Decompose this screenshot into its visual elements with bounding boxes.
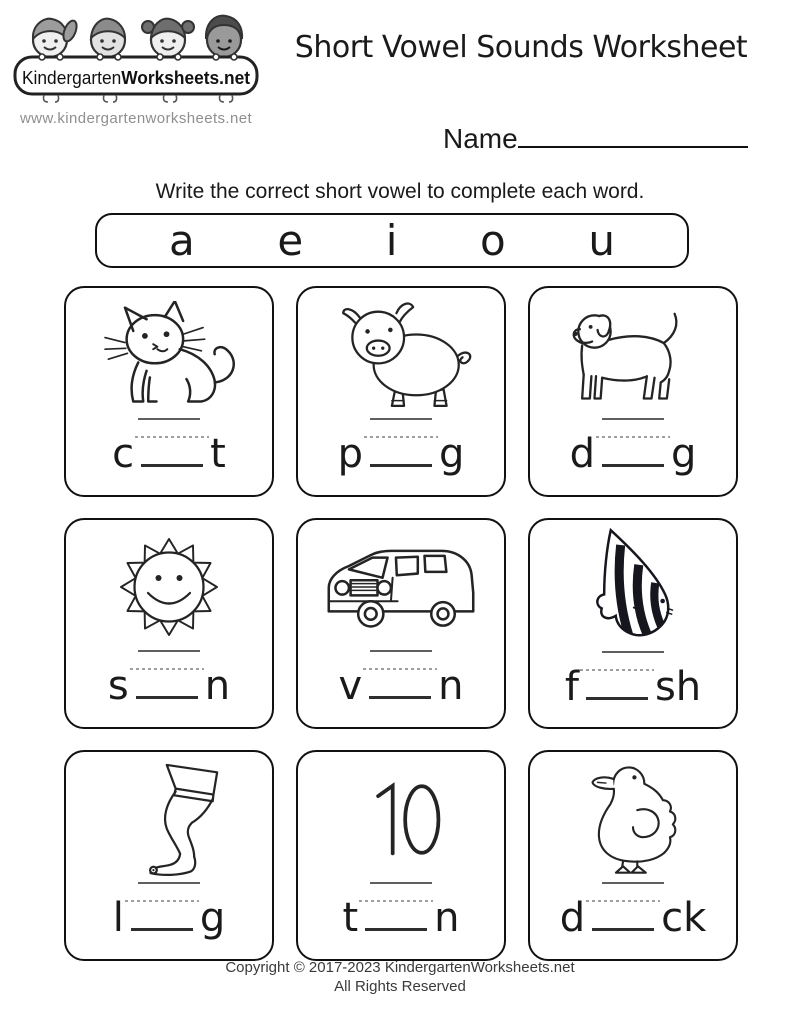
word-prefix: v [338, 663, 363, 709]
vowel-blank[interactable] [136, 669, 198, 699]
writing-guide-top-line [370, 418, 432, 420]
word-prefix: l [112, 895, 124, 941]
word-suffix: n [204, 663, 231, 709]
leg-image [106, 759, 232, 879]
name-label: Name [443, 123, 518, 154]
word-suffix: sh [654, 664, 702, 710]
pig-image [325, 301, 477, 409]
name-fill-in-line[interactable] [518, 116, 748, 148]
vowel-blank[interactable] [131, 901, 193, 931]
word-card-fish [528, 518, 738, 729]
word-card-sun [64, 518, 274, 729]
vowel-blank[interactable] [602, 437, 664, 467]
word-prefix: f [564, 664, 579, 710]
vowel-strip [95, 213, 689, 268]
duck-image [569, 760, 697, 878]
word-prefix: c [112, 431, 135, 477]
word-card-pig [296, 286, 506, 497]
logo-banner-text: KindergartenWorksheets.net [22, 68, 255, 88]
word-card-dog [528, 286, 738, 497]
word-prefix: d [569, 431, 595, 477]
writing-guide-top-line [370, 650, 432, 652]
writing-guide-top-line [602, 882, 664, 884]
dog-image [552, 303, 714, 407]
vowel-letter-e: e [277, 215, 304, 265]
card-image [530, 288, 736, 416]
word-row [569, 431, 697, 477]
card-image [66, 752, 272, 880]
card-image [66, 520, 272, 648]
instruction-text: Write the correct short vowel to complete each word. [155, 180, 645, 203]
word-row [342, 895, 460, 941]
writing-guide-top-line [138, 882, 200, 884]
vowel-letter-a: a [169, 215, 195, 265]
writing-guide-top-line [602, 418, 664, 420]
writing-guide-top-line [602, 651, 664, 653]
writing-guide-top-line [138, 418, 200, 420]
van-image [317, 532, 485, 642]
page-title: Short Vowel Sounds Worksheet [294, 30, 748, 65]
card-image [298, 288, 504, 416]
word-suffix: g [199, 895, 226, 941]
writing-guide-top-line [370, 882, 432, 884]
logo-kids-icon [12, 12, 260, 104]
sun-image [109, 527, 229, 647]
word-prefix: t [342, 895, 359, 941]
vowel-blank[interactable] [365, 901, 427, 931]
vowel-blank[interactable] [369, 669, 431, 699]
word-prefix: s [107, 663, 129, 709]
word-row [337, 431, 465, 477]
writing-guide-top-line [138, 650, 200, 652]
ten-image [349, 782, 453, 856]
word-row [564, 664, 702, 710]
site-url: www.kindergartenworksheets.net [19, 110, 253, 127]
vowel-blank[interactable] [141, 437, 203, 467]
card-image [298, 520, 504, 648]
word-card-van [296, 518, 506, 729]
rights-text: All Rights Reserved [334, 977, 466, 995]
vowel-letter-o: o [480, 215, 506, 265]
cards-grid [64, 286, 738, 961]
card-image [66, 288, 272, 416]
vowel-blank[interactable] [370, 437, 432, 467]
copyright-text: Copyright © 2017-2023 KindergartenWorksheets.net [225, 959, 575, 976]
cat-image [90, 301, 248, 409]
word-row [559, 895, 707, 941]
word-row [338, 663, 464, 709]
card-image [298, 752, 504, 880]
word-row [112, 431, 226, 477]
card-image [530, 520, 736, 649]
word-suffix: g [671, 431, 697, 477]
word-suffix: t [210, 431, 226, 477]
word-card-leg [64, 750, 274, 961]
name-row [443, 116, 748, 155]
word-prefix: p [337, 431, 363, 477]
word-suffix: n [434, 895, 460, 941]
card-image [530, 752, 736, 880]
vowel-blank[interactable] [592, 901, 654, 931]
site-logo [12, 12, 260, 127]
vowel-letter-u: u [588, 215, 615, 265]
word-card-duck [528, 750, 738, 961]
word-row [107, 663, 231, 709]
word-row [112, 895, 226, 941]
vowel-letter-i: i [385, 215, 398, 265]
vowel-blank[interactable] [586, 670, 648, 700]
fish-image [563, 525, 703, 649]
word-suffix: n [438, 663, 464, 709]
word-suffix: g [439, 431, 465, 477]
word-card-cat [64, 286, 274, 497]
word-card-ten [296, 750, 506, 961]
footer [0, 959, 800, 997]
word-suffix: ck [661, 895, 707, 941]
word-prefix: d [559, 895, 586, 941]
